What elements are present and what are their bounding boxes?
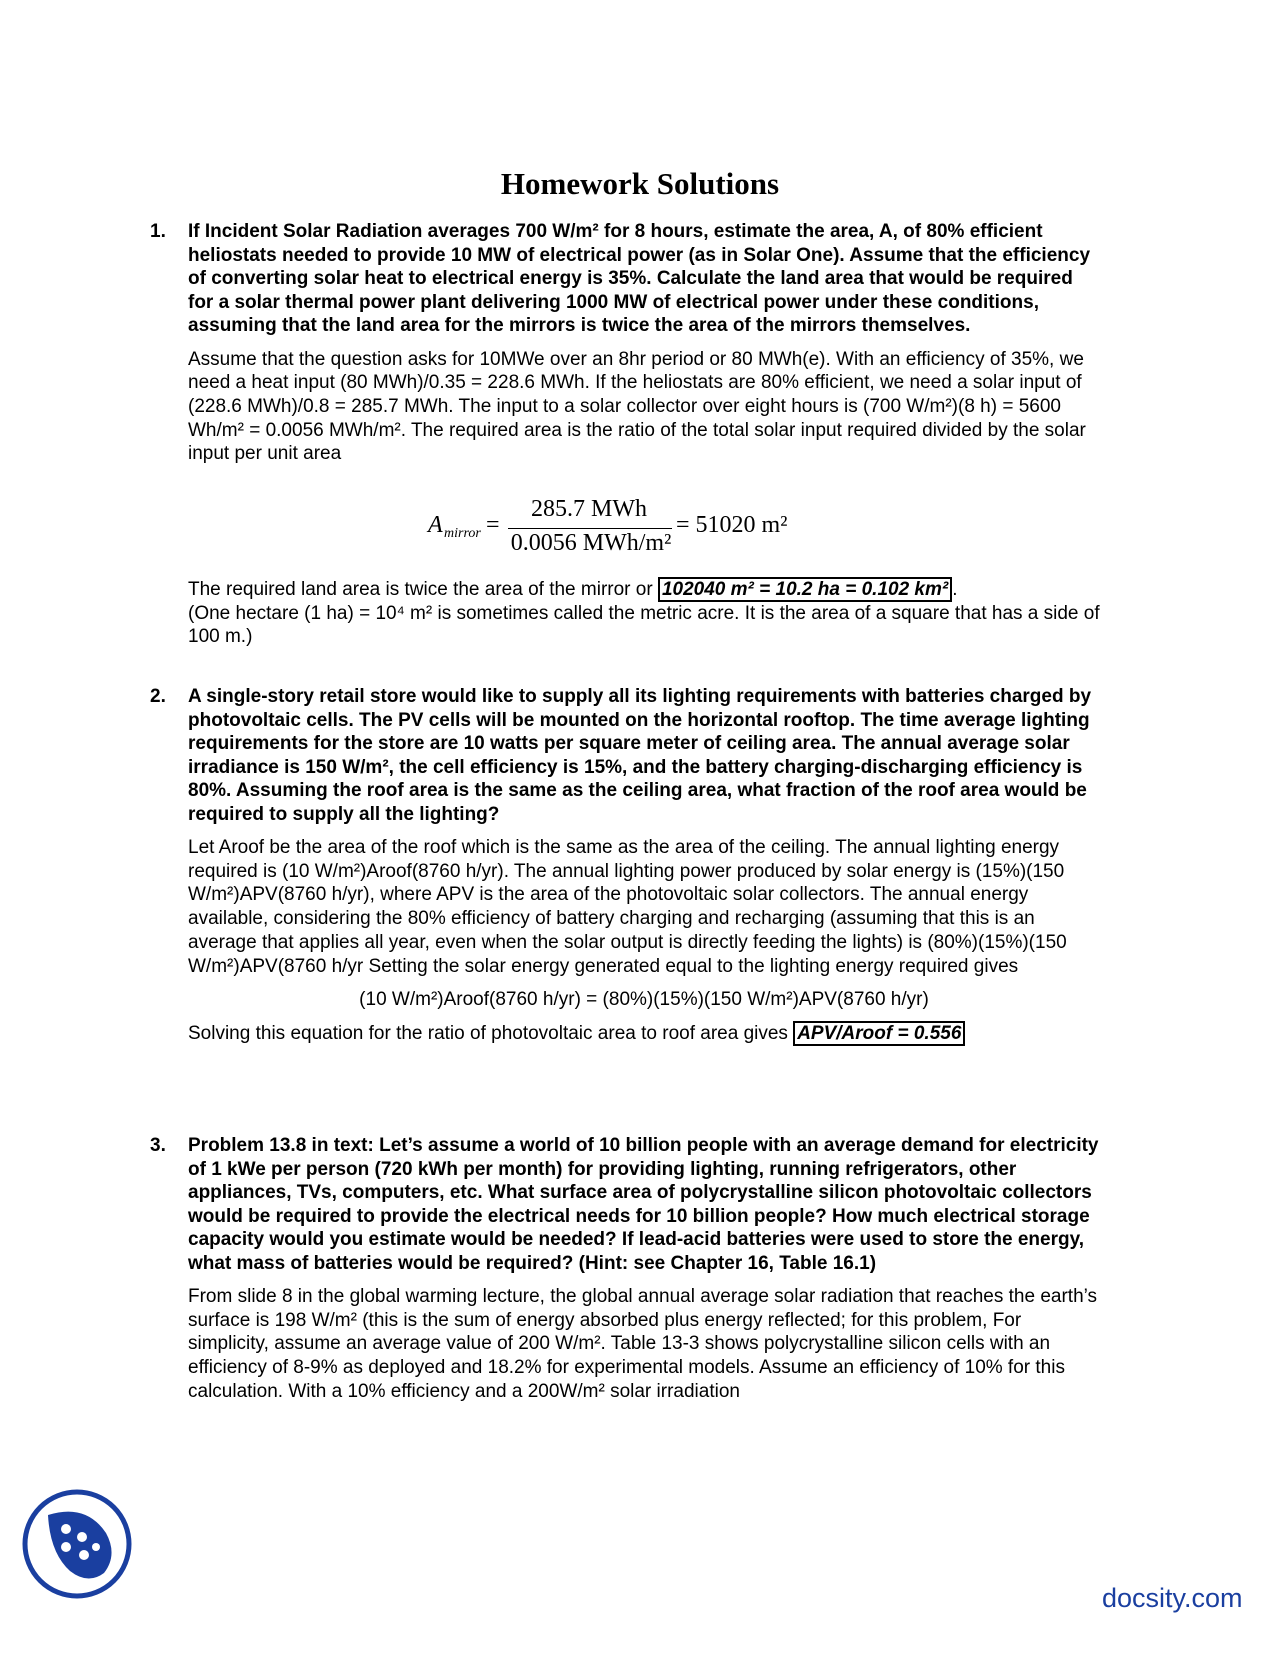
question-text: A single-story retail store would like to supply all its lighting requirements with batteries charged by photovoltaic cells. The PV cells will be mounted on the horizontal rooftop. The time average lighting requirements for the store are 10 watts per square meter of ceiling area. The annual average solar irradiance is 150 W/m², the cell efficiency is 15%, and the battery charging-discharging efficiency is 80%. Assuming the roof area is the same as the ceiling area, what fraction of the roof area would be required to supply all the lighting? [188,686,1092,825]
conclusion-lead: Solving this equation for the ratio of photovoltaic area to roof area gives [188,1022,788,1044]
conclusion-lead: The required land area is twice the area of the mirror or [188,579,653,600]
boxed-answer: APV/Aroof = 0.556 [793,1021,965,1046]
question-2 [150,685,1100,1046]
docsity-logo-icon [22,1489,132,1599]
answer-block [188,836,1100,1046]
page-title: Homework Solutions [500,166,780,201]
area-formula: A mirror = 285.7 MWh 0.0056 MWh/m² = 51020 m² [428,496,788,556]
question-1 [150,220,1100,466]
formula-denominator: 0.0056 MWh/m² [510,530,672,556]
answer-paragraph: Let Aroof be the area of the roof which is the same as the area of the ceiling. The annual lighting energy required is (10 W/m²)Aroof(8760 h/yr). The annual lighting power produced by solar energy is (15%)(150 W/m²)APV(8760 h/yr), where APV is the area of the photovoltaic solar collectors. The annual energy available, considering the 80% efficiency of battery charging and recharging (assuming that this is an average that applies all year, even when the solar output is directly feeding the lights) is (80%)(15%)(150 W/m²)APV(8760 h/yr Setting the solar energy generated equal to the lighting energy required gives [188,837,1067,977]
question-number: 3. [150,1135,166,1156]
question-1-conclusion [150,578,1100,649]
answer-block [188,348,1100,467]
fraction-bar [508,528,672,529]
energy-equation: (10 W/m²)Aroof(8760 h/yr) = (80%)(15%)(150 W/m²)APV(8760 h/yr) [359,989,929,1011]
hectare-note: (One hectare (1 ha) = 10⁴ m² is sometimes called the metric acre. It is the area of a square that has a side of 100 m.) [188,602,1100,648]
formula-lhs: A [428,512,443,538]
question-number: 2. [150,686,166,707]
formula-result: = 51020 m² [676,512,788,538]
answer-paragraph: Assume that the question asks for 10MWe over an 8hr period or 80 MWh(e). With an efficiency of 35%, we need a heat input (80 MWh)/0.35 = 228.6 MWh. If the heliostats are 80% efficient, we need a solar input of (228.6 MWh)/0.8 = 285.7 MWh. The input to a solar collector over eight hours is (700 W/m²)(8 h) = 5600 Wh/m² = 0.0056 MWh/m². The required area is the ratio of the total solar input required divided by the solar input per unit area [188,348,1086,465]
formula-numerator: 285.7 MWh [531,496,647,522]
answer-paragraph: From slide 8 in the global warming lecture, the global annual average solar radiation that reaches the earth’s surface is 198 W/m² (this is the sum of energy absorbed plus energy reflected; for this problem, For simplicity, assume an average value of 200 W/m². Table 13-3 shows polycrystalline silicon cells with an efficiency of 8-9% as deployed and 18.2% for experimental models. Assume an efficiency of 10% for this calculation. With a 10% efficiency and a 200W/m² solar irradiation [188,1286,1098,1402]
question-text: Problem 13.8 in text: Let’s assume a world of 10 billion people with an average demand for electricity of 1 kWe per person (720 kWh per month) for providing lighting, running refrigerators, other appliances, TVs, computers, etc. What surface area of polycrystalline silicon photovoltaic collectors would be required to provide the electrical needs for 10 billion people? How much electrical storage capacity would you estimate would be needed? If lead-acid batteries were used to store the energy, what mass of batteries would be required? (Hint: see Chapter 16, Table 16.1) [188,1135,1099,1274]
conclusion-block: The required land area is twice the area of the mirror or 102040 m² = 10.2 ha = 0.102 km² . (One hectare (1 ha) = 10⁴ m² is sometimes called the metric acre. It is the area of a square that has a side of 100 m.) [188,579,1100,648]
answer-block [188,1285,1100,1404]
question-3 [150,1134,1100,1404]
boxed-answer: 102040 m² = 10.2 ha = 0.102 km² [658,577,952,602]
question-text: If Incident Solar Radiation averages 700 W/m² for 8 hours, estimate the area, A, of 80% efficient heliostats needed to provide 10 MW of electrical power (as in Solar One). Assume that the efficiency of converting solar heat to electrical energy is 35%. Calculate the land area that would be required for a solar thermal power plant delivering 1000 MW of electrical power under these conditions, assuming that the land area for the mirrors is twice the area of the mirrors themselves. [188,221,1091,336]
question-number: 1. [150,221,166,242]
docsity-watermark[interactable]: docsity.com [1102,1583,1243,1613]
formula-lhs-subscript: mirror [444,526,481,541]
